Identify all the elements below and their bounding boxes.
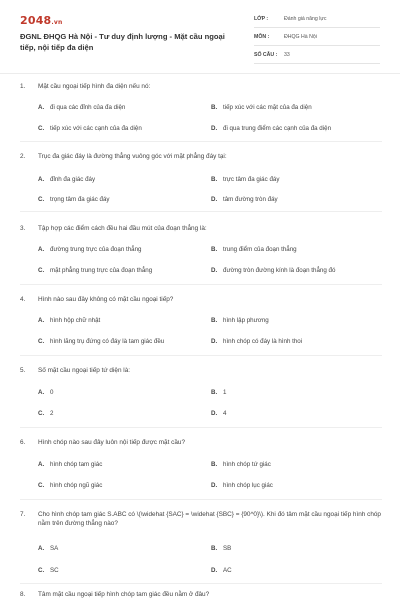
option-b[interactable] (211, 545, 231, 552)
option-text: trực tâm đa giác đáy (223, 176, 280, 183)
question-number: 3. (20, 225, 26, 232)
question-stem: Tập hợp các điểm cách đều hai đầu mút của đoạn thẳng là: (38, 225, 207, 232)
option-key: C. (38, 410, 45, 417)
question-divider (20, 284, 382, 285)
question-text (20, 366, 382, 375)
option-c[interactable] (38, 125, 142, 132)
meta-row-count (254, 50, 380, 64)
option-c[interactable] (38, 410, 53, 417)
option-key: D. (211, 482, 218, 489)
question-stem: Trục đa giác đáy là đường thẳng vuông góc với mặt phẳng đáy tại: (38, 153, 227, 160)
option-text: đường trung trực của đoạn thẳng (50, 246, 142, 253)
option-d[interactable] (211, 338, 302, 345)
option-text: trọng tâm đa giác đáy (50, 196, 110, 203)
option-d[interactable] (211, 267, 335, 274)
option-key: C. (38, 567, 45, 574)
option-d[interactable] (211, 125, 331, 132)
option-a[interactable] (38, 317, 100, 324)
option-text: 1 (223, 389, 227, 396)
option-a[interactable] (38, 461, 102, 468)
option-text: đi qua trung điểm các cạnh của đa diện (223, 125, 332, 132)
question-stem: Mặt cầu ngoại tiếp hình đa diện nếu nó: (38, 83, 151, 90)
question-stem: Hình nào sau đây không có mặt cầu ngoại tiếp? (38, 296, 174, 303)
option-text: SB (223, 545, 232, 552)
option-c[interactable] (38, 196, 110, 203)
question-stem: Cho hình chóp tam giác S.ABC có \(\widehat {SAC} = \widehat {SBC} = {90^0}\). Khi đó tâm mặt cầu ngoại tiếp hình chóp nằm trên đường thẳng nào? (38, 511, 381, 528)
option-key: A. (38, 545, 45, 552)
question-divider (20, 499, 382, 500)
option-text: đi qua các đỉnh của đa diện (50, 104, 126, 111)
option-c[interactable] (38, 482, 102, 489)
option-text: mặt phẳng trung trực của đoạn thẳng (50, 267, 153, 274)
option-key: B. (211, 176, 218, 183)
meta-value: ĐHQG Hà Nội (284, 34, 317, 40)
option-text: AC (223, 567, 232, 574)
option-key: A. (38, 104, 45, 111)
option-b[interactable] (211, 176, 279, 183)
question-divider (20, 211, 382, 212)
option-a[interactable] (38, 389, 53, 396)
option-key: C. (38, 125, 45, 132)
option-a[interactable] (38, 246, 141, 253)
question-number: 1. (20, 83, 26, 90)
logo-main-text: 2048 (20, 14, 52, 27)
option-text: SA (50, 545, 59, 552)
option-key: D. (211, 410, 218, 417)
meta-label: MÔN : (254, 34, 270, 40)
meta-label: SỐ CÂU : (254, 52, 278, 58)
question-number: 4. (20, 296, 26, 303)
option-text: SC (50, 567, 59, 574)
question-divider (20, 141, 382, 142)
question-text (20, 590, 382, 599)
question-stem: Tâm mặt cầu ngoại tiếp hình chóp tam giác đều nằm ở đâu? (38, 591, 210, 598)
question-stem: Hình chóp nào sau đây luôn nội tiếp được mặt cầu? (38, 439, 186, 446)
option-text: hình chóp ngũ giác (50, 482, 103, 489)
option-c[interactable] (38, 267, 152, 274)
option-key: A. (38, 389, 45, 396)
option-text: hình chóp lục giác (223, 482, 273, 489)
option-key: A. (38, 176, 45, 183)
option-text: tâm đường tròn đáy (223, 196, 278, 203)
option-text: 0 (50, 389, 54, 396)
question-number: 8. (20, 591, 26, 598)
option-text: hình hộp chữ nhật (50, 317, 101, 324)
question-text (20, 152, 382, 161)
option-text: 2 (50, 410, 54, 417)
option-text: hình chóp tứ giác (223, 461, 271, 468)
option-b[interactable] (211, 389, 226, 396)
option-text: hình chóp tam giác (50, 461, 103, 468)
option-key: B. (211, 389, 218, 396)
option-key: D. (211, 267, 218, 274)
option-key: B. (211, 545, 218, 552)
meta-value: Đánh giá năng lực (284, 16, 327, 22)
option-key: C. (38, 267, 45, 274)
option-a[interactable] (38, 545, 58, 552)
meta-value: 33 (284, 52, 290, 58)
option-d[interactable] (211, 410, 226, 417)
option-text: tiếp xúc với các cạnh của đa diện (50, 125, 142, 132)
option-key: A. (38, 317, 45, 324)
logo-suffix-text: .vn (51, 19, 63, 26)
question-divider (20, 427, 382, 428)
option-text: đỉnh đa giác đáy (50, 176, 96, 183)
option-key: B. (211, 246, 218, 253)
question-number: 7. (20, 511, 26, 518)
option-text: hình lập phương (223, 317, 269, 324)
option-c[interactable] (38, 338, 164, 345)
option-key: C. (38, 196, 45, 203)
meta-row-class (254, 14, 380, 28)
document-title: ĐGNL ĐHQG Hà Nội - Tư duy định lượng - Mặt cầu ngoại tiếp, nội tiếp đa diện (20, 32, 225, 52)
option-b[interactable] (211, 104, 312, 111)
header-divider (0, 73, 400, 74)
option-b[interactable] (211, 461, 271, 468)
meta-label: LỚP : (254, 16, 269, 22)
option-text: trung điểm của đoạn thẳng (223, 246, 297, 253)
option-b[interactable] (211, 246, 297, 253)
option-key: D. (211, 196, 218, 203)
option-key: B. (211, 104, 218, 111)
option-text: hình lăng trụ đứng có đáy là tam giác đều (50, 338, 165, 345)
site-logo[interactable] (20, 14, 62, 27)
question-stem: Số mặt cầu ngoại tiếp tứ diện là: (38, 367, 131, 374)
option-key: B. (211, 317, 218, 324)
meta-row-subject (254, 32, 380, 46)
option-text: hình chóp có đáy là hình thoi (223, 338, 303, 345)
option-text: đường tròn đường kính là đoạn thẳng đó (223, 267, 336, 274)
document-meta (254, 14, 380, 68)
option-b[interactable] (211, 317, 269, 324)
question-divider (20, 355, 382, 356)
option-a[interactable] (38, 104, 125, 111)
question-divider (20, 583, 382, 584)
option-key: A. (38, 461, 45, 468)
option-key: D. (211, 125, 218, 132)
question-text (20, 510, 382, 529)
document-header (0, 0, 400, 76)
option-key: B. (211, 461, 218, 468)
question-text (20, 82, 382, 91)
option-key: D. (211, 567, 218, 574)
option-text: 4 (223, 410, 227, 417)
option-d[interactable] (211, 196, 278, 203)
question-text (20, 224, 382, 233)
option-key: D. (211, 338, 218, 345)
option-a[interactable] (38, 176, 95, 183)
question-text (20, 295, 382, 304)
option-text: tiếp xúc với các mặt của đa diện (223, 104, 312, 111)
question-number: 5. (20, 367, 26, 374)
option-d[interactable] (211, 482, 273, 489)
option-c[interactable] (38, 567, 59, 574)
option-key: C. (38, 338, 45, 345)
option-d[interactable] (211, 567, 232, 574)
question-number: 2. (20, 153, 26, 160)
option-key: A. (38, 246, 45, 253)
question-number: 6. (20, 439, 26, 446)
question-text (20, 438, 382, 447)
option-key: C. (38, 482, 45, 489)
